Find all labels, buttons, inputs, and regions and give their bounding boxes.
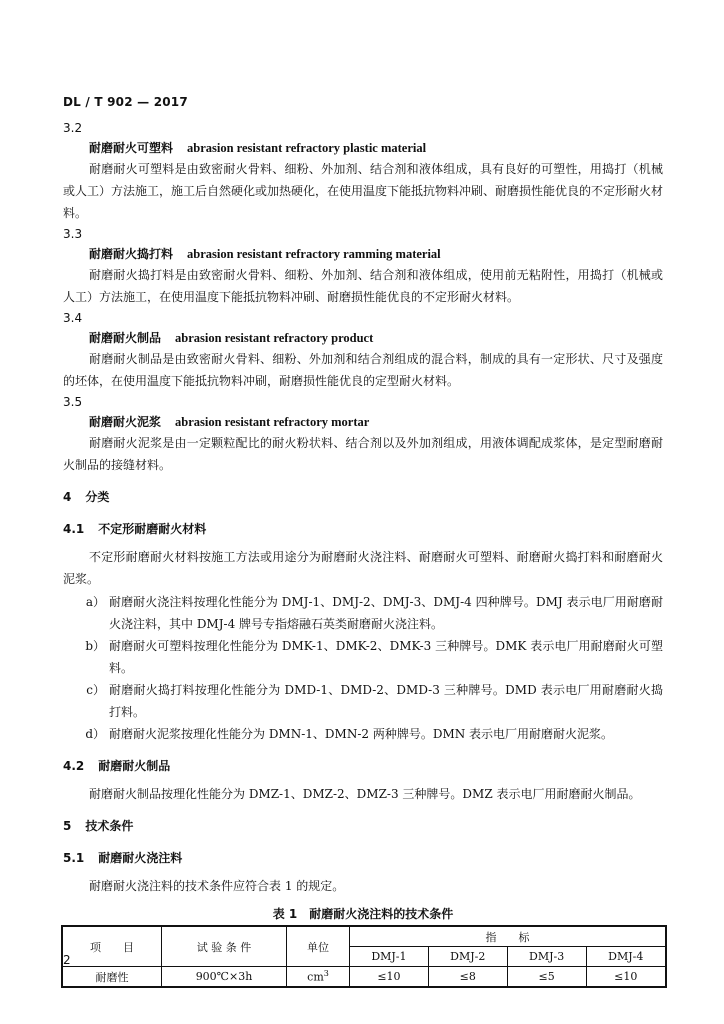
grade-cell: DMJ-3 (507, 947, 586, 967)
value-cell: ≤8 (428, 967, 507, 988)
section-body: 耐磨耐火制品按理化性能分为 DMZ-1、DMZ-2、DMZ-3 三种牌号。DMZ 表示电厂用耐磨耐火制品。 (89, 787, 641, 801)
section-title: 耐磨耐火制品 (98, 759, 171, 773)
list-text: 耐磨耐火可塑料按理化性能分为 DMK-1、DMK-2、DMK-3 三种牌号。DMK 表示电厂用耐磨耐火可塑料。 (109, 639, 663, 675)
term-definition: 耐磨耐火泥浆是由一定颗粒配比的耐火粉状料、结合剂以及外加剂组成，用液体调配成浆体，是定型耐磨耐火制品的接缝材料。 (63, 436, 663, 472)
term-english: abrasion resistant refractory plastic material (187, 141, 427, 155)
term-chinese: 耐磨耐火捣打料 (89, 247, 174, 261)
grade-cell: DMJ-2 (428, 947, 507, 967)
list-marker: d） (85, 727, 105, 741)
term-english: abrasion resistant refractory product (175, 331, 374, 345)
list-text: 耐磨耐火泥浆按理化性能分为 DMN-1、DMN-2 两种牌号。DMN 表示电厂用耐磨耐火泥浆。 (109, 727, 614, 741)
clause-number: 3.3 (63, 227, 83, 241)
term-chinese: 耐磨耐火制品 (89, 331, 162, 345)
grade-cell: DMJ-4 (586, 947, 666, 967)
page-number: 2 (63, 953, 71, 967)
grade-cell: DMJ-1 (350, 947, 429, 967)
list-item (63, 591, 663, 635)
section-heading-5 (63, 815, 663, 837)
section-number: 4.2 (63, 759, 85, 773)
list-text: 耐磨耐火浇注料按理化性能分为 DMJ-1、DMJ-2、DMJ-3、DMJ-4 四种牌号。DMJ 表示电厂用耐磨耐火浇注料，其中 DMJ-4 牌号专指熔融石英类耐磨耐火浇注料。 (109, 595, 663, 631)
classification-list (63, 591, 663, 745)
list-item (63, 679, 663, 723)
clause-number: 3.5 (63, 395, 83, 409)
section-heading-4 (63, 486, 663, 508)
list-text: 耐磨耐火捣打料按理化性能分为 DMD-1、DMD-2、DMD-3 三种牌号。DMD 表示电厂用耐磨耐火捣打料。 (109, 683, 663, 719)
list-marker: b） (85, 639, 105, 653)
list-marker: c） (86, 683, 105, 697)
term-heading (63, 328, 663, 348)
unit-cell (287, 967, 350, 988)
term-heading (63, 138, 663, 158)
term-definition: 耐磨耐火捣打料是由致密耐火骨料、细粉、外加剂、结合剂和液体组成，使用前无粘附性，用捣打（机械或人工）方法施工，在使用温度下能抵抗物料冲刷、耐磨损性能优良的不定形耐火材料。 (63, 268, 663, 304)
unit-base: cm (307, 970, 324, 984)
section-number: 4.1 (63, 522, 85, 536)
section-title: 分类 (85, 490, 110, 504)
unit-superscript: 3 (323, 969, 329, 979)
value-cell: ≤10 (350, 967, 429, 988)
term-english: abrasion resistant refractory ramming material (187, 247, 441, 261)
clause-number: 3.4 (63, 311, 83, 325)
list-item (63, 723, 663, 745)
header-index: 指 标 (350, 926, 667, 947)
clause-number: 3.2 (63, 121, 83, 135)
term-english: abrasion resistant refractory mortar (175, 415, 370, 429)
header-condition: 试 验 条 件 (162, 926, 287, 967)
term-definition: 耐磨耐火可塑料是由致密耐火骨料、细粉、外加剂、结合剂和液体组成，具有良好的可塑性，用捣打（机械或人工）方法施工，施工后自然硬化或加热硬化，在使用温度下能抵抗物料冲刷、耐磨损性能优良的不定形耐火材料。 (63, 162, 664, 220)
table-caption: 表 1 耐磨耐火浇注料的技术条件 (272, 907, 454, 921)
table-row (62, 967, 666, 988)
page-content (63, 118, 663, 988)
header-item: 项 目 (62, 926, 162, 967)
header-unit: 单位 (287, 926, 350, 967)
section-heading-4-1 (63, 518, 663, 540)
section-heading-4-2 (63, 755, 663, 777)
section-title: 不定形耐磨耐火材料 (98, 522, 207, 536)
section-title: 耐磨耐火浇注料 (98, 851, 183, 865)
term-definition: 耐磨耐火制品是由致密耐火骨料、细粉、外加剂和结合剂组成的混合料，制成的具有一定形状、尺寸及强度的坯体，在使用温度下能抵抗物料冲刷，耐磨损性能优良的定型耐火材料。 (63, 352, 663, 388)
value-cell: ≤5 (507, 967, 586, 988)
section-intro: 不定形耐磨耐火材料按施工方法或用途分为耐磨耐火浇注料、耐磨耐火可塑料、耐磨耐火捣打料和耐磨耐火泥浆。 (63, 550, 663, 586)
list-marker: a） (85, 595, 105, 609)
item-cell: 耐磨性 (62, 967, 162, 988)
term-chinese: 耐磨耐火可塑料 (89, 141, 174, 155)
section-number: 5 (63, 819, 72, 833)
section-title: 技术条件 (85, 819, 134, 833)
term-heading (63, 412, 663, 432)
spec-table (61, 925, 667, 988)
section-number: 4 (63, 490, 72, 504)
condition-cell: 900℃×3h (162, 967, 287, 988)
list-item (63, 635, 663, 679)
section-heading-5-1 (63, 847, 663, 869)
section-number: 5.1 (63, 851, 85, 865)
term-heading (63, 244, 663, 264)
term-chinese: 耐磨耐火泥浆 (89, 415, 162, 429)
section-body: 耐磨耐火浇注料的技术条件应符合表 1 的规定。 (89, 879, 345, 893)
table-header-row (62, 926, 666, 947)
standard-number-header: DL / T 902 — 2017 (63, 95, 188, 109)
value-cell: ≤10 (586, 967, 666, 988)
